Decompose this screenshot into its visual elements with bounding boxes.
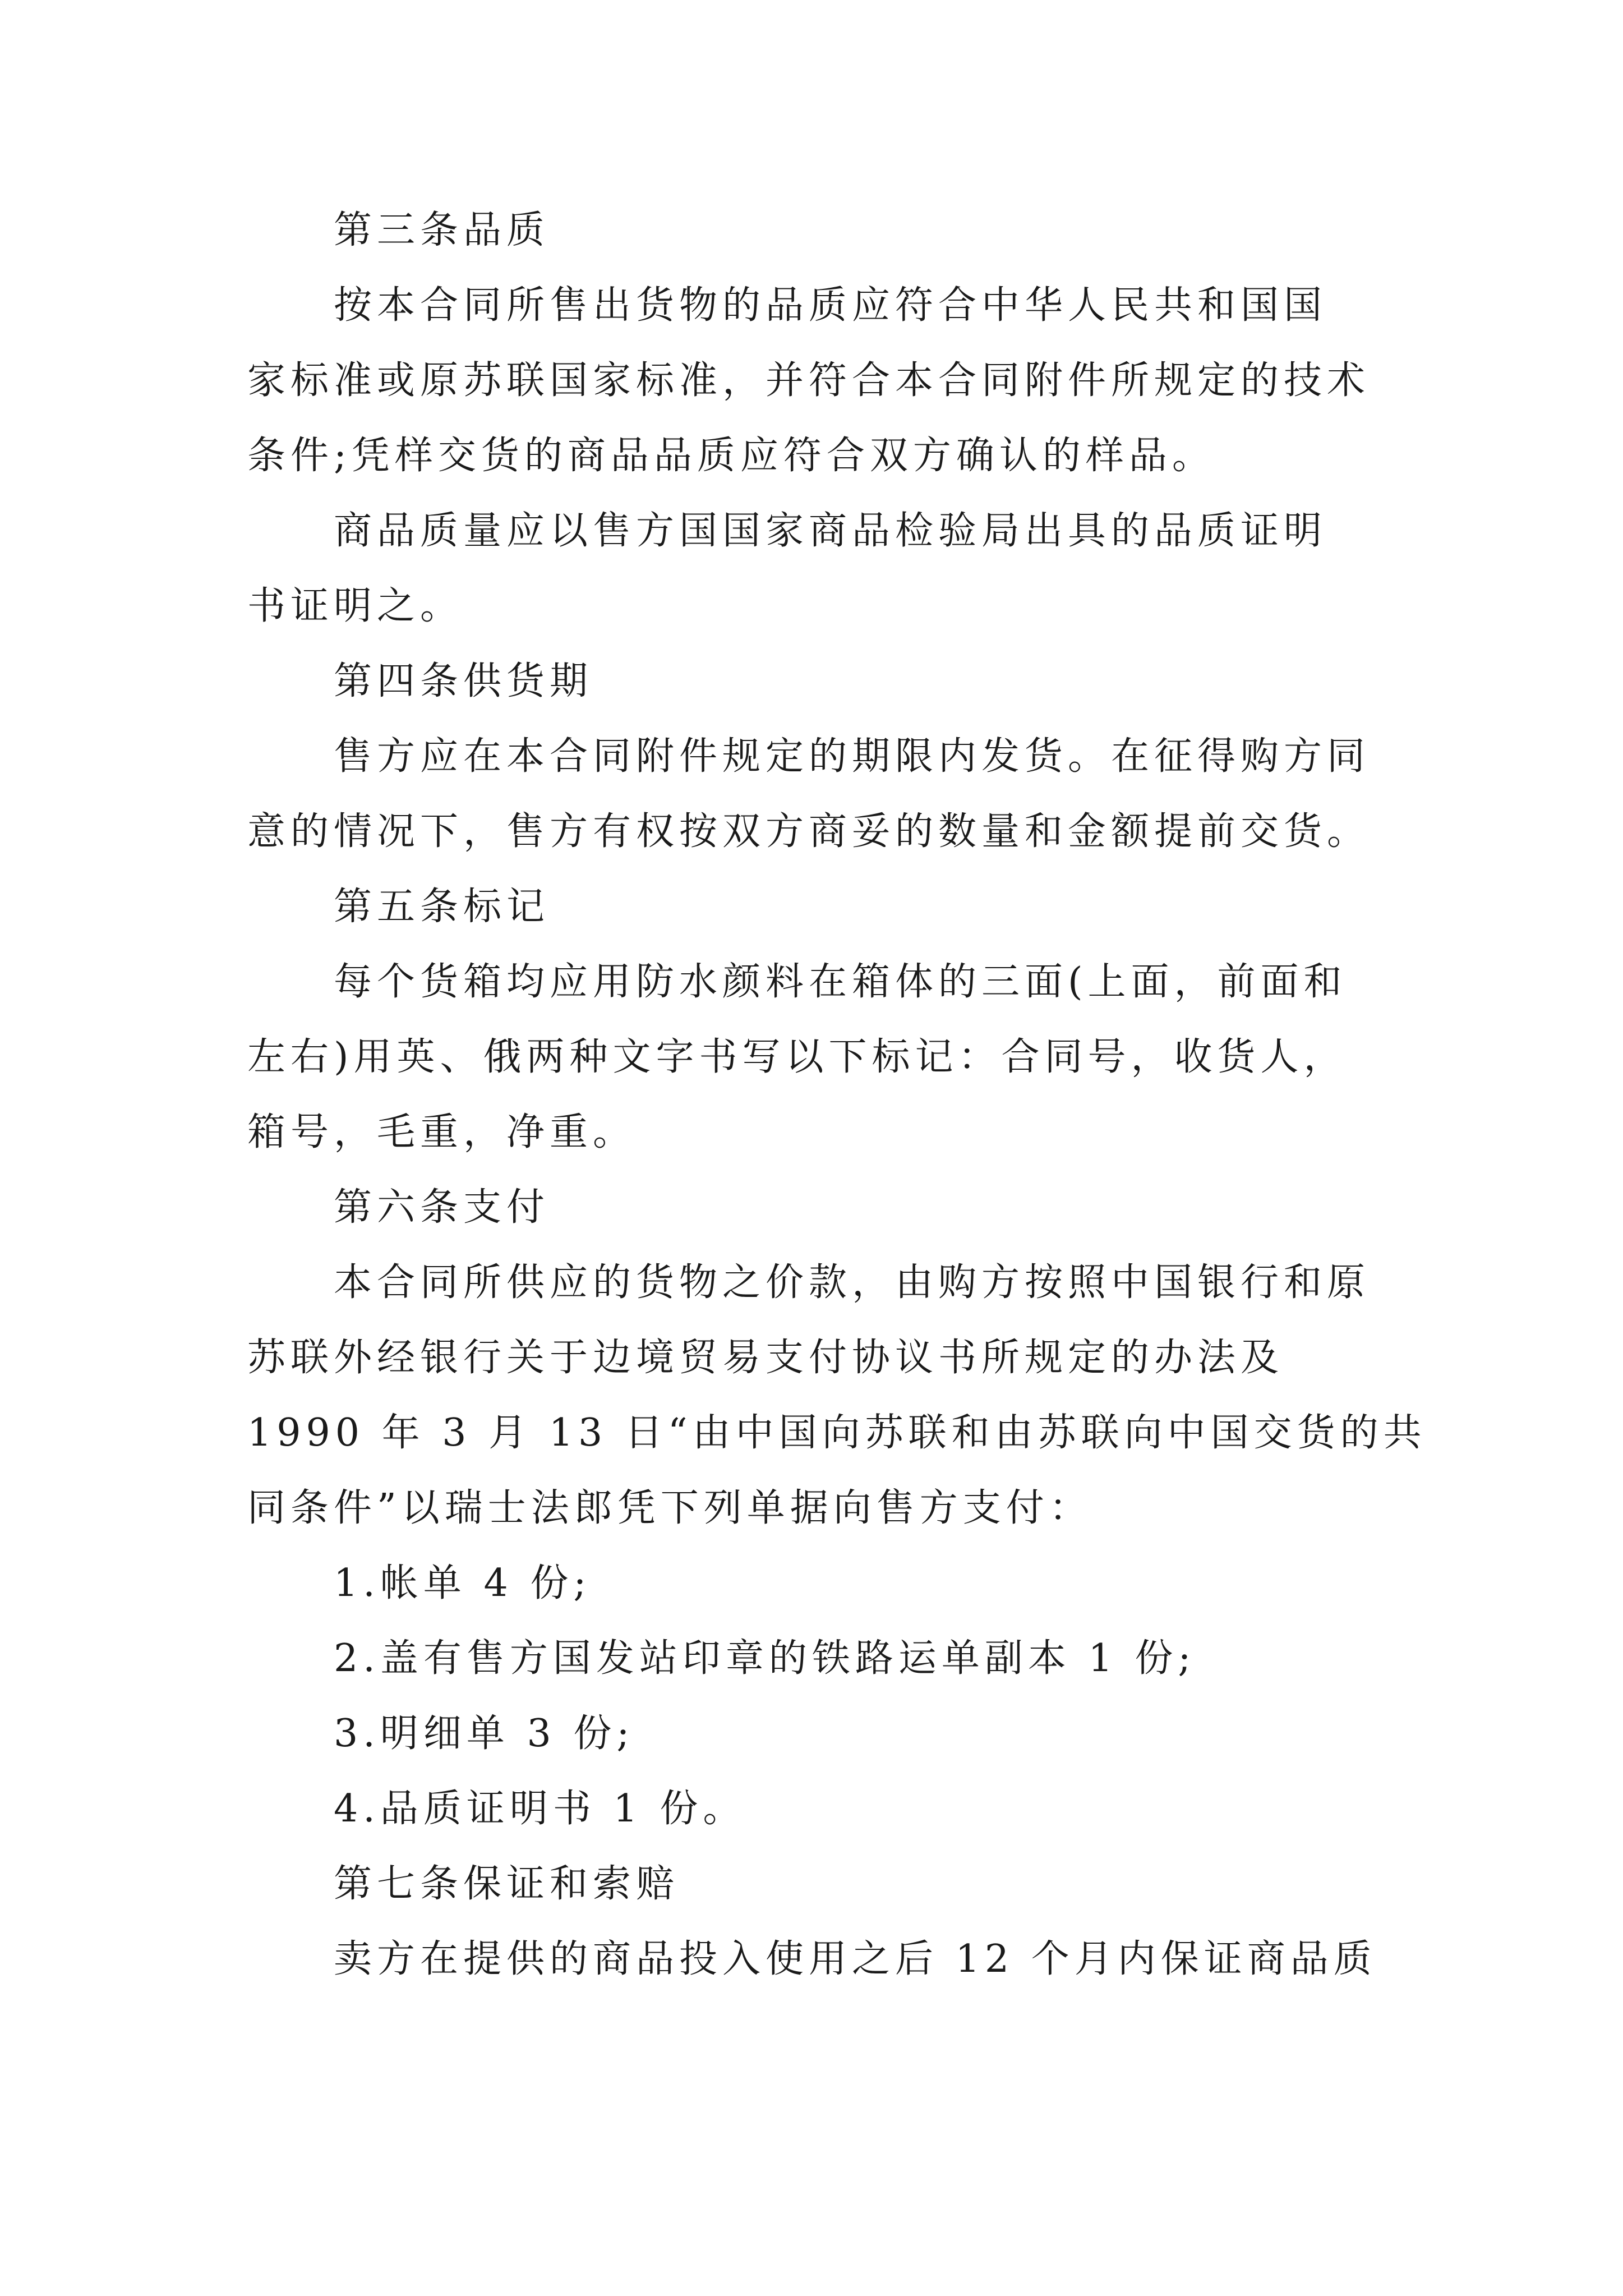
paragraph-line: 条件;凭样交货的商品品质应符合双方确认的样品。 [247, 434, 1215, 478]
paragraph-line: 书证明之。 [247, 584, 464, 628]
paragraph-line: 家标准或原苏联国家标准，并符合本合同附件所规定的技术 [247, 358, 1371, 403]
paragraph-line: 本合同所供应的货物之价款，由购方按照中国银行和原 [334, 1260, 1371, 1305]
paragraph-line: 商品质量应以售方国国家商品检验局出具的品质证明 [334, 509, 1327, 553]
article-7-heading: 第七条保证和索赔 [334, 1862, 680, 1906]
article-3-heading: 第三条品质 [334, 208, 550, 252]
paragraph-line: 卖方在提供的商品投入使用之后 12 个月内保证商品质 [334, 1937, 1377, 1981]
paragraph-line: 意的情况下，售方有权按双方商妥的数量和金额提前交货。 [247, 809, 1371, 854]
paragraph-line: 1990 年 3 月 13 日“由中国向苏联和由苏联向中国交货的共 [247, 1411, 1427, 1455]
paragraph-line: 同条件”以瑞士法郎凭下列单据向售方支付： [247, 1486, 1092, 1530]
paragraph-line: 按本合同所售出货物的品质应符合中华人民共和国国 [334, 283, 1327, 328]
article-4-heading: 第四条供货期 [334, 659, 593, 703]
list-item: 1.帐单 4 份; [334, 1561, 592, 1605]
list-item: 3.明细单 3 份; [334, 1711, 635, 1756]
paragraph-line: 售方应在本合同附件规定的期限内发货。在征得购方同 [334, 734, 1371, 779]
paragraph-line: 左右)用英、俄两种文字书写以下标记：合同号，收货人， [247, 1035, 1347, 1079]
document-body [247, 193, 1427, 1997]
paragraph-line: 每个货箱均应用防水颜料在箱体的三面(上面，前面和 [334, 960, 1347, 1004]
paragraph-line: 苏联外经银行关于边境贸易支付协议书所规定的办法及 [247, 1336, 1284, 1380]
list-item: 2.盖有售方国发站印章的铁路运单副本 1 份; [334, 1636, 1196, 1681]
article-5-heading: 第五条标记 [334, 885, 550, 929]
list-item: 4.品质证明书 1 份。 [334, 1787, 746, 1831]
article-6-heading: 第六条支付 [334, 1185, 550, 1230]
paragraph-line: 箱号，毛重，净重。 [247, 1110, 637, 1154]
